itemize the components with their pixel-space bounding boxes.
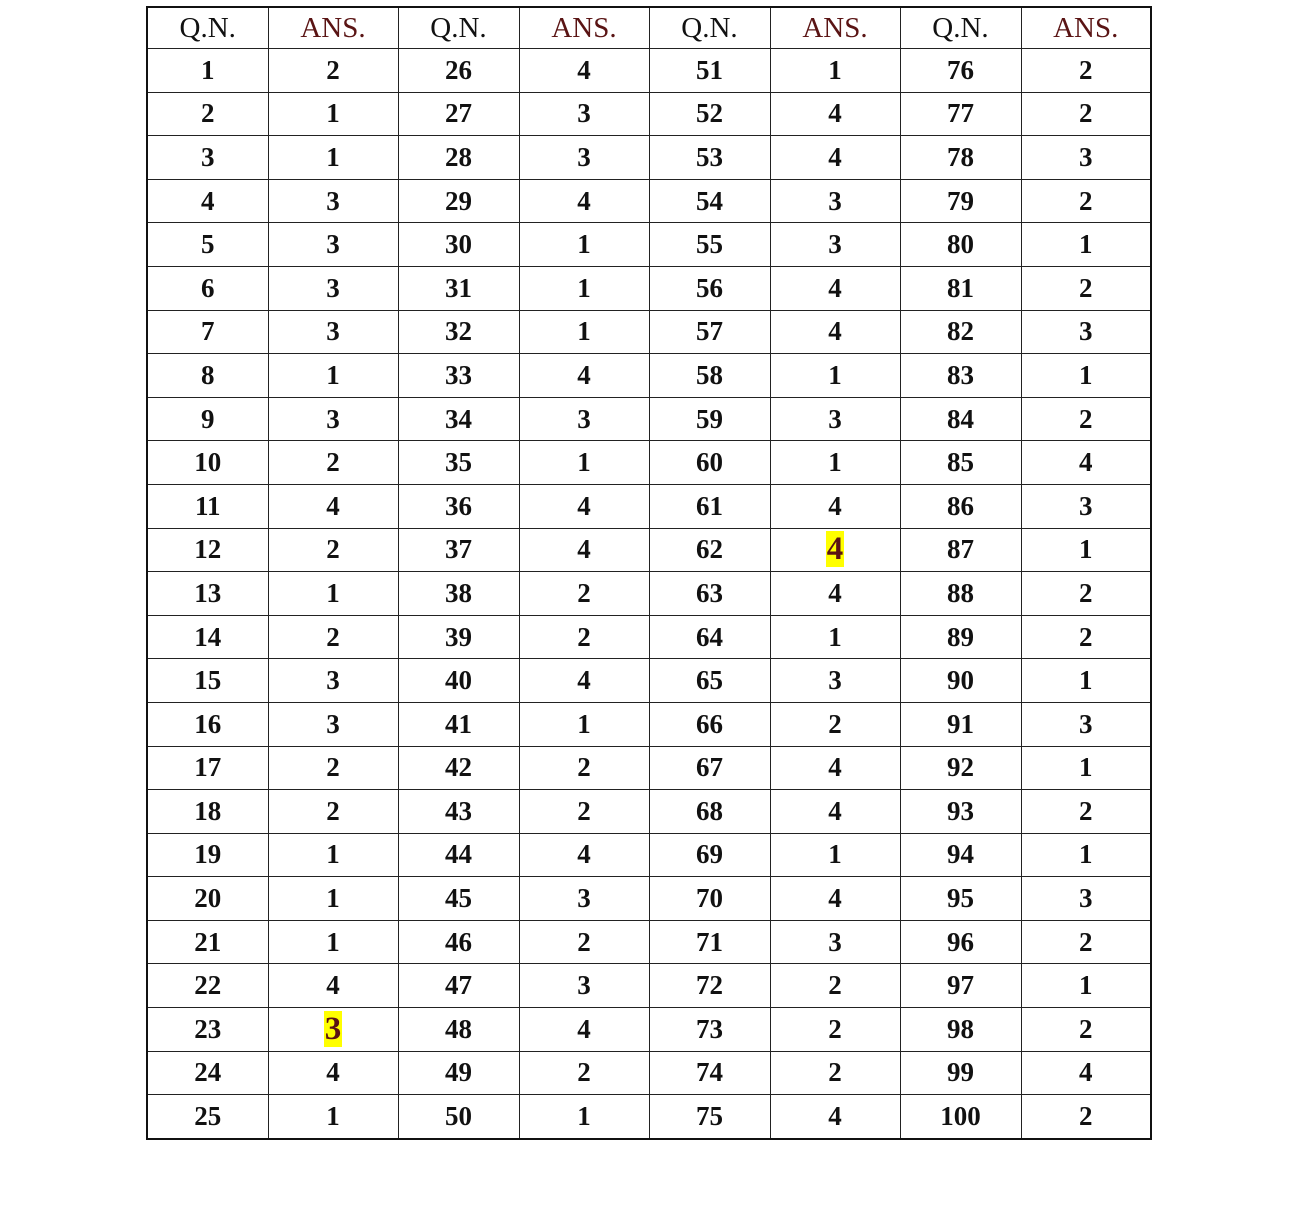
table-row xyxy=(147,136,1151,180)
question-number-cell: 46 xyxy=(398,920,519,964)
question-number-cell: 97 xyxy=(900,964,1021,1008)
answer-cell: 4 xyxy=(519,179,649,223)
table-row xyxy=(147,92,1151,136)
answer-cell: 2 xyxy=(770,1051,900,1095)
answer-cell: 1 xyxy=(268,877,398,921)
question-number-cell: 7 xyxy=(147,310,268,354)
question-number-cell: 32 xyxy=(398,310,519,354)
answer-cell xyxy=(268,1008,398,1052)
answer-cell: 2 xyxy=(1021,615,1151,659)
answer-cell: 1 xyxy=(519,702,649,746)
question-number-cell: 8 xyxy=(147,354,268,398)
question-number-cell: 56 xyxy=(649,266,770,310)
answer-cell: 3 xyxy=(770,659,900,703)
answer-table-body xyxy=(147,49,1151,1139)
answer-cell: 4 xyxy=(770,92,900,136)
question-number-cell: 22 xyxy=(147,964,268,1008)
table-row xyxy=(147,746,1151,790)
table-row xyxy=(147,790,1151,834)
table-row xyxy=(147,833,1151,877)
answer-cell: 2 xyxy=(770,964,900,1008)
question-number-cell: 35 xyxy=(398,441,519,485)
question-number-cell: 40 xyxy=(398,659,519,703)
table-row xyxy=(147,49,1151,93)
table-row xyxy=(147,920,1151,964)
answer-cell xyxy=(770,528,900,572)
question-number-cell: 53 xyxy=(649,136,770,180)
answer-cell: 3 xyxy=(1021,877,1151,921)
answer-cell: 4 xyxy=(519,484,649,528)
answer-cell: 3 xyxy=(519,136,649,180)
question-number-cell: 20 xyxy=(147,877,268,921)
header-row xyxy=(147,7,1151,49)
answer-cell: 2 xyxy=(1021,1008,1151,1052)
question-number-cell: 63 xyxy=(649,572,770,616)
question-number-cell: 58 xyxy=(649,354,770,398)
answer-cell: 1 xyxy=(268,572,398,616)
question-number-cell: 43 xyxy=(398,790,519,834)
question-number-cell: 92 xyxy=(900,746,1021,790)
answer-cell: 3 xyxy=(519,877,649,921)
answer-cell: 4 xyxy=(770,746,900,790)
question-number-cell: 17 xyxy=(147,746,268,790)
table-row xyxy=(147,702,1151,746)
answer-cell: 3 xyxy=(268,702,398,746)
answer-cell: 3 xyxy=(1021,702,1151,746)
answer-cell: 3 xyxy=(268,223,398,267)
question-number-cell: 39 xyxy=(398,615,519,659)
question-number-cell: 3 xyxy=(147,136,268,180)
answer-cell: 4 xyxy=(770,484,900,528)
question-number-cell: 13 xyxy=(147,572,268,616)
answer-key-table xyxy=(146,6,1152,1140)
header-question-number: Q.N. xyxy=(649,7,770,49)
answer-cell: 4 xyxy=(519,659,649,703)
answer-cell: 4 xyxy=(268,484,398,528)
table-row xyxy=(147,310,1151,354)
table-row xyxy=(147,572,1151,616)
question-number-cell: 55 xyxy=(649,223,770,267)
question-number-cell: 9 xyxy=(147,397,268,441)
question-number-cell: 44 xyxy=(398,833,519,877)
answer-cell: 2 xyxy=(770,702,900,746)
answer-cell: 2 xyxy=(519,1051,649,1095)
question-number-cell: 70 xyxy=(649,877,770,921)
answer-cell: 2 xyxy=(1021,92,1151,136)
answer-cell: 1 xyxy=(1021,833,1151,877)
question-number-cell: 77 xyxy=(900,92,1021,136)
question-number-cell: 19 xyxy=(147,833,268,877)
table-row xyxy=(147,1008,1151,1052)
question-number-cell: 30 xyxy=(398,223,519,267)
question-number-cell: 69 xyxy=(649,833,770,877)
answer-cell: 3 xyxy=(268,179,398,223)
answer-cell: 1 xyxy=(519,223,649,267)
header-answer: ANS. xyxy=(1021,7,1151,49)
question-number-cell: 50 xyxy=(398,1095,519,1139)
question-number-cell: 60 xyxy=(649,441,770,485)
answer-cell: 3 xyxy=(770,179,900,223)
question-number-cell: 84 xyxy=(900,397,1021,441)
highlighted-answer: 3 xyxy=(324,1010,342,1047)
question-number-cell: 95 xyxy=(900,877,1021,921)
question-number-cell: 85 xyxy=(900,441,1021,485)
question-number-cell: 82 xyxy=(900,310,1021,354)
header-answer: ANS. xyxy=(268,7,398,49)
table-row xyxy=(147,1095,1151,1139)
answer-cell: 1 xyxy=(770,833,900,877)
question-number-cell: 5 xyxy=(147,223,268,267)
answer-cell: 3 xyxy=(268,659,398,703)
answer-cell: 4 xyxy=(770,877,900,921)
question-number-cell: 11 xyxy=(147,484,268,528)
question-number-cell: 57 xyxy=(649,310,770,354)
table-row xyxy=(147,354,1151,398)
answer-cell: 3 xyxy=(1021,484,1151,528)
question-number-cell: 74 xyxy=(649,1051,770,1095)
question-number-cell: 31 xyxy=(398,266,519,310)
header-answer: ANS. xyxy=(519,7,649,49)
table-row xyxy=(147,266,1151,310)
table-row xyxy=(147,615,1151,659)
table-row xyxy=(147,1051,1151,1095)
answer-cell: 2 xyxy=(268,746,398,790)
question-number-cell: 1 xyxy=(147,49,268,93)
question-number-cell: 49 xyxy=(398,1051,519,1095)
question-number-cell: 81 xyxy=(900,266,1021,310)
answer-cell: 1 xyxy=(770,441,900,485)
table-row xyxy=(147,528,1151,572)
question-number-cell: 75 xyxy=(649,1095,770,1139)
answer-cell: 4 xyxy=(268,964,398,1008)
question-number-cell: 66 xyxy=(649,702,770,746)
answer-cell: 4 xyxy=(519,1008,649,1052)
header-question-number: Q.N. xyxy=(147,7,268,49)
answer-cell: 2 xyxy=(268,790,398,834)
answer-cell: 1 xyxy=(1021,223,1151,267)
question-number-cell: 59 xyxy=(649,397,770,441)
answer-cell: 2 xyxy=(1021,397,1151,441)
question-number-cell: 93 xyxy=(900,790,1021,834)
question-number-cell: 88 xyxy=(900,572,1021,616)
question-number-cell: 89 xyxy=(900,615,1021,659)
answer-cell: 3 xyxy=(519,92,649,136)
answer-cell: 1 xyxy=(519,441,649,485)
answer-cell: 4 xyxy=(770,1095,900,1139)
answer-cell: 2 xyxy=(1021,179,1151,223)
answer-cell: 2 xyxy=(1021,49,1151,93)
answer-cell: 2 xyxy=(1021,790,1151,834)
answer-cell: 4 xyxy=(770,790,900,834)
answer-cell: 1 xyxy=(770,354,900,398)
question-number-cell: 25 xyxy=(147,1095,268,1139)
answer-cell: 2 xyxy=(268,615,398,659)
question-number-cell: 26 xyxy=(398,49,519,93)
question-number-cell: 45 xyxy=(398,877,519,921)
answer-cell: 1 xyxy=(1021,528,1151,572)
answer-cell: 1 xyxy=(268,920,398,964)
question-number-cell: 23 xyxy=(147,1008,268,1052)
answer-cell: 3 xyxy=(770,223,900,267)
question-number-cell: 47 xyxy=(398,964,519,1008)
answer-cell: 4 xyxy=(519,528,649,572)
table-row xyxy=(147,877,1151,921)
question-number-cell: 33 xyxy=(398,354,519,398)
answer-cell: 1 xyxy=(268,92,398,136)
answer-cell: 2 xyxy=(519,572,649,616)
answer-cell: 3 xyxy=(770,920,900,964)
question-number-cell: 10 xyxy=(147,441,268,485)
answer-cell: 2 xyxy=(1021,572,1151,616)
question-number-cell: 16 xyxy=(147,702,268,746)
question-number-cell: 79 xyxy=(900,179,1021,223)
question-number-cell: 42 xyxy=(398,746,519,790)
question-number-cell: 71 xyxy=(649,920,770,964)
question-number-cell: 87 xyxy=(900,528,1021,572)
table-row xyxy=(147,659,1151,703)
question-number-cell: 18 xyxy=(147,790,268,834)
answer-cell: 2 xyxy=(268,528,398,572)
table-row xyxy=(147,441,1151,485)
highlighted-answer: 4 xyxy=(826,531,844,568)
answer-cell: 1 xyxy=(770,49,900,93)
question-number-cell: 52 xyxy=(649,92,770,136)
question-number-cell: 41 xyxy=(398,702,519,746)
question-number-cell: 28 xyxy=(398,136,519,180)
answer-cell: 4 xyxy=(519,49,649,93)
question-number-cell: 94 xyxy=(900,833,1021,877)
question-number-cell: 78 xyxy=(900,136,1021,180)
question-number-cell: 4 xyxy=(147,179,268,223)
answer-cell: 1 xyxy=(268,354,398,398)
answer-cell: 4 xyxy=(1021,1051,1151,1095)
answer-cell: 1 xyxy=(268,136,398,180)
answer-cell: 4 xyxy=(519,354,649,398)
question-number-cell: 83 xyxy=(900,354,1021,398)
table-row xyxy=(147,223,1151,267)
question-number-cell: 73 xyxy=(649,1008,770,1052)
answer-cell: 2 xyxy=(519,920,649,964)
question-number-cell: 38 xyxy=(398,572,519,616)
answer-cell: 4 xyxy=(1021,441,1151,485)
question-number-cell: 76 xyxy=(900,49,1021,93)
answer-cell: 3 xyxy=(268,266,398,310)
answer-cell: 3 xyxy=(268,397,398,441)
answer-cell: 4 xyxy=(268,1051,398,1095)
question-number-cell: 100 xyxy=(900,1095,1021,1139)
answer-cell: 4 xyxy=(770,136,900,180)
answer-cell: 2 xyxy=(1021,1095,1151,1139)
question-number-cell: 68 xyxy=(649,790,770,834)
question-number-cell: 98 xyxy=(900,1008,1021,1052)
question-number-cell: 67 xyxy=(649,746,770,790)
question-number-cell: 34 xyxy=(398,397,519,441)
question-number-cell: 24 xyxy=(147,1051,268,1095)
answer-cell: 3 xyxy=(1021,136,1151,180)
answer-cell: 1 xyxy=(268,1095,398,1139)
header-answer: ANS. xyxy=(770,7,900,49)
question-number-cell: 15 xyxy=(147,659,268,703)
answer-cell: 4 xyxy=(770,310,900,354)
answer-cell: 1 xyxy=(1021,746,1151,790)
answer-cell: 2 xyxy=(519,790,649,834)
answer-cell: 3 xyxy=(268,310,398,354)
question-number-cell: 80 xyxy=(900,223,1021,267)
question-number-cell: 72 xyxy=(649,964,770,1008)
question-number-cell: 21 xyxy=(147,920,268,964)
answer-cell: 2 xyxy=(268,441,398,485)
answer-cell: 4 xyxy=(770,266,900,310)
question-number-cell: 61 xyxy=(649,484,770,528)
answer-cell: 1 xyxy=(1021,354,1151,398)
answer-cell: 1 xyxy=(1021,964,1151,1008)
answer-cell: 3 xyxy=(519,964,649,1008)
question-number-cell: 65 xyxy=(649,659,770,703)
question-number-cell: 12 xyxy=(147,528,268,572)
question-number-cell: 37 xyxy=(398,528,519,572)
answer-cell: 2 xyxy=(519,746,649,790)
answer-cell: 2 xyxy=(268,49,398,93)
answer-cell: 1 xyxy=(519,310,649,354)
answer-cell: 2 xyxy=(1021,266,1151,310)
question-number-cell: 6 xyxy=(147,266,268,310)
table-row xyxy=(147,484,1151,528)
answer-cell: 1 xyxy=(268,833,398,877)
question-number-cell: 91 xyxy=(900,702,1021,746)
header-question-number: Q.N. xyxy=(900,7,1021,49)
answer-cell: 1 xyxy=(770,615,900,659)
question-number-cell: 27 xyxy=(398,92,519,136)
answer-cell: 3 xyxy=(1021,310,1151,354)
question-number-cell: 90 xyxy=(900,659,1021,703)
question-number-cell: 48 xyxy=(398,1008,519,1052)
question-number-cell: 51 xyxy=(649,49,770,93)
header-question-number: Q.N. xyxy=(398,7,519,49)
answer-cell: 2 xyxy=(1021,920,1151,964)
answer-cell: 2 xyxy=(770,1008,900,1052)
table-row xyxy=(147,397,1151,441)
question-number-cell: 29 xyxy=(398,179,519,223)
answer-cell: 2 xyxy=(519,615,649,659)
answer-cell: 3 xyxy=(519,397,649,441)
question-number-cell: 14 xyxy=(147,615,268,659)
question-number-cell: 86 xyxy=(900,484,1021,528)
question-number-cell: 64 xyxy=(649,615,770,659)
table-row xyxy=(147,179,1151,223)
question-number-cell: 62 xyxy=(649,528,770,572)
question-number-cell: 36 xyxy=(398,484,519,528)
question-number-cell: 54 xyxy=(649,179,770,223)
answer-cell: 4 xyxy=(770,572,900,616)
question-number-cell: 96 xyxy=(900,920,1021,964)
table-row xyxy=(147,964,1151,1008)
answer-cell: 1 xyxy=(519,266,649,310)
question-number-cell: 2 xyxy=(147,92,268,136)
answer-cell: 1 xyxy=(519,1095,649,1139)
answer-cell: 4 xyxy=(519,833,649,877)
answer-cell: 1 xyxy=(1021,659,1151,703)
question-number-cell: 99 xyxy=(900,1051,1021,1095)
answer-cell: 3 xyxy=(770,397,900,441)
